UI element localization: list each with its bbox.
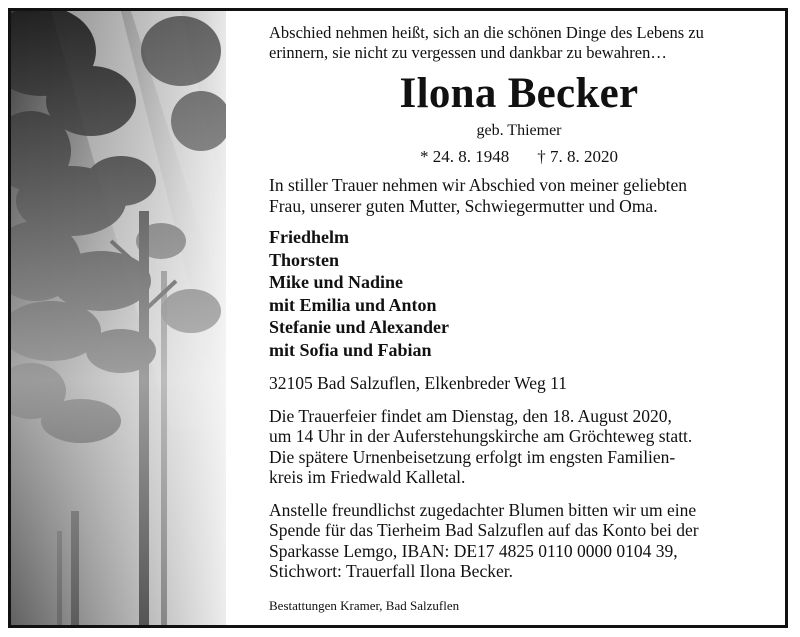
donation-line: Spende für das Tierheim Bad Salzuflen auf das Konto bei der	[269, 520, 699, 540]
intro-text	[269, 175, 769, 216]
intro-line: In stiller Trauer nehmen wir Abschied von meiner geliebten	[269, 175, 687, 195]
death-date: † 7. 8. 2020	[537, 147, 618, 166]
funeral-line: um 14 Uhr in der Auferstehungskirche am Gröchteweg statt.	[269, 426, 693, 446]
obituary-text	[269, 23, 769, 614]
mourners-list	[269, 226, 769, 361]
donation-line: Stichwort: Trauerfall Ilona Becker.	[269, 561, 513, 581]
mourner: Stefanie und Alexander	[269, 317, 450, 337]
funeral-line: Die Trauerfeier findet am Dienstag, den 18. August 2020,	[269, 405, 672, 426]
funeral-info	[269, 406, 769, 488]
motto-line: erinnern, sie nicht zu vergessen und dankbar zu bewahren…	[269, 43, 667, 62]
motto	[269, 23, 769, 63]
funeral-line: Die spätere Urnenbeisetzung erfolgt im engsten Familien-	[269, 446, 676, 467]
deceased-name: Ilona Becker	[399, 70, 639, 117]
donation-line: Anstelle freundlichst zugedachter Blumen bitten wir um eine	[269, 499, 697, 520]
mourner: Friedhelm	[269, 227, 349, 247]
undertaker: Bestattungen Kramer, Bad Salzuflen	[269, 597, 460, 613]
donation-info	[269, 500, 769, 582]
obituary-frame	[8, 8, 788, 628]
motto-line: Abschied nehmen heißt, sich an die schönen Dinge des Lebens zu	[269, 23, 704, 42]
funeral-line: kreis im Friedwald Kalletal.	[269, 467, 466, 487]
mourner: mit Emilia und Anton	[269, 294, 437, 315]
intro-line: Frau, unserer guten Mutter, Schwiegermutter und Oma.	[269, 195, 658, 216]
mourner: mit Sofia und Fabian	[269, 339, 432, 360]
life-dates	[269, 147, 769, 167]
mourner: Thorsten	[269, 249, 340, 270]
birth-date: * 24. 8. 1948	[420, 147, 510, 166]
address: 32105 Bad Salzuflen, Elkenbreder Weg 11	[269, 373, 567, 393]
birth-name: geb. Thiemer	[476, 122, 562, 139]
mourner: Mike und Nadine	[269, 272, 404, 292]
forest-photo	[11, 11, 226, 625]
donation-line: Sparkasse Lemgo, IBAN: DE17 4825 0110 0000 0104 39,	[269, 540, 678, 561]
